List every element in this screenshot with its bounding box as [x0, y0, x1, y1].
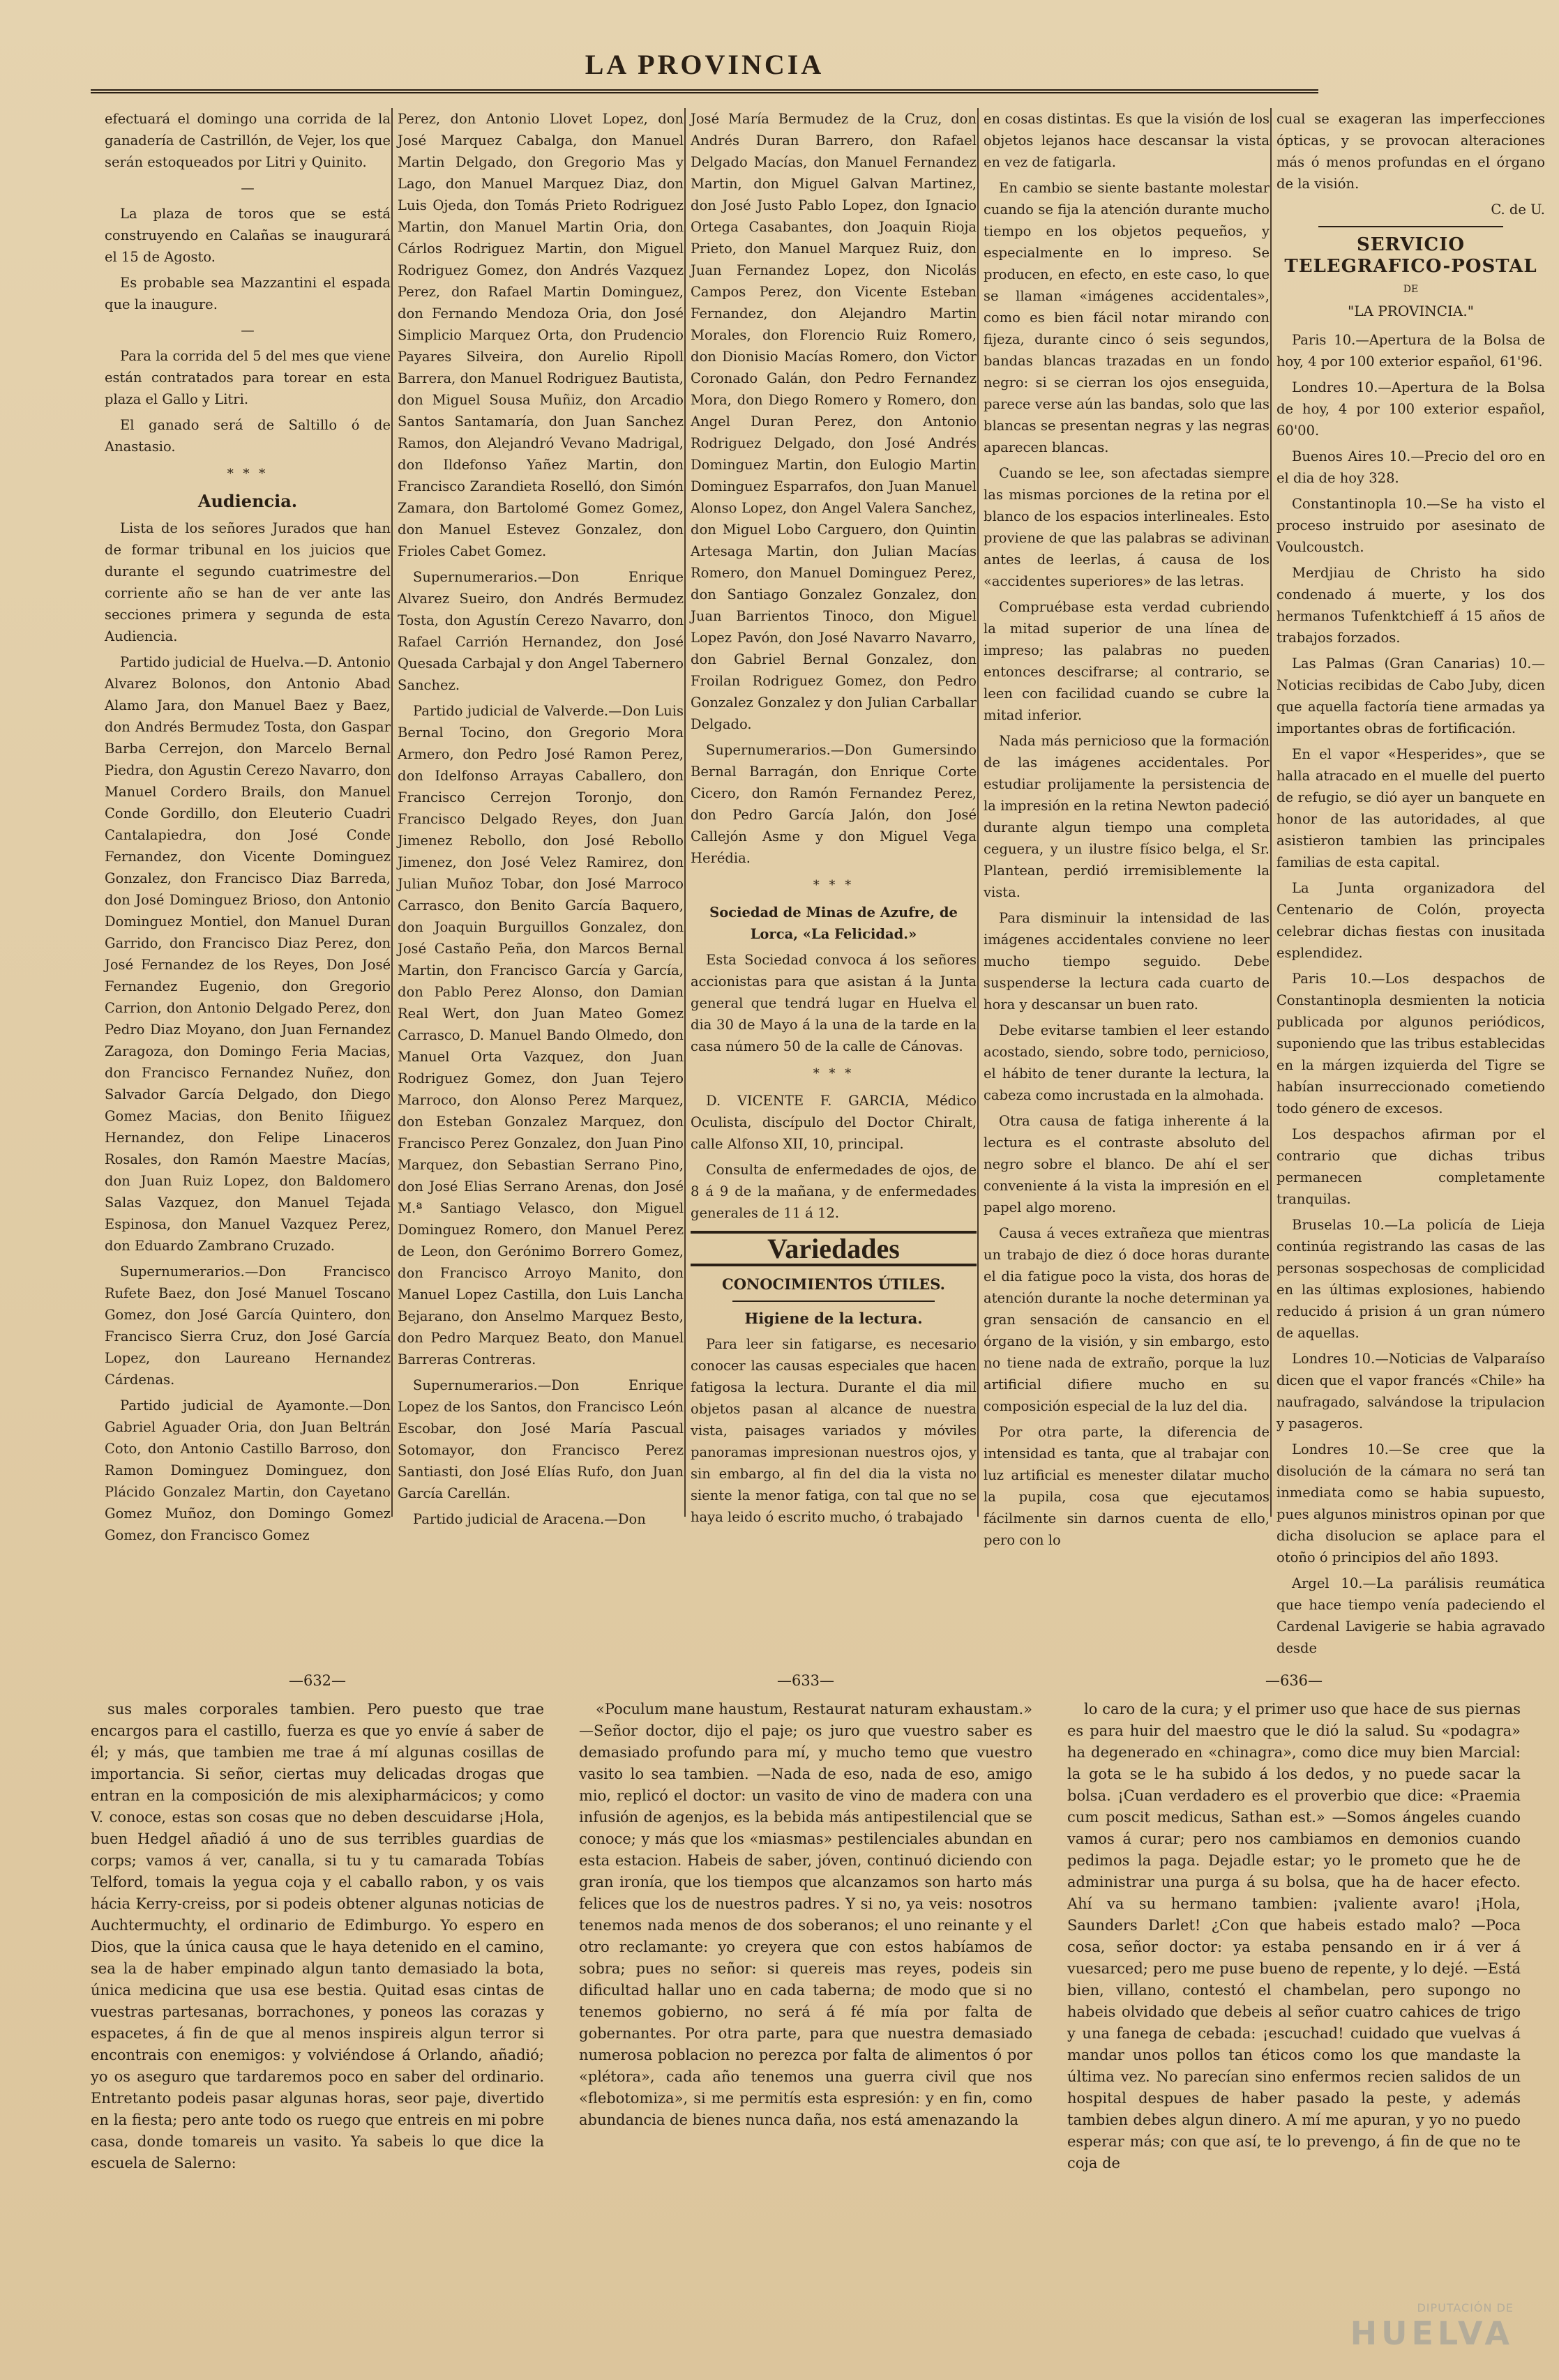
column-5 — [1276, 108, 1545, 1656]
divider — [1318, 226, 1503, 227]
paragraph: Perez, don Antonio Llovet Lopez, don José Marquez Cabalga, don Manuel Martin Delgado, don Gregorio Mas y Lago, don Manuel Marquez Diaz, don Luis Ojeda, don Tomás Prieto Rodriguez Martin, don Manuel Martin Oria, don Cárlos Rodriguez Martin, don Miguel Rodriguez Gomez, don Andrés Vazquez Perez, don Rafael Martin Dominguez, don Fernando Mendoza Oria, don José Simplicio Marquez Orta, don Prudencio Payares Silveira, don Aurelio Ripoll Barrera, don Manuel Rodriguez Bautista, don Miguel Sousa Muñiz, don Arcadio Santos Santamaría, don Juan Sanchez Ramos, don Alejandró Vevano Madrigal, don Ildefonso Yañez Martin, don Francisco Zarandieta Roselló, don Simón Zamara, don Bartolomé Gomez Gomez, don Manuel Estevez Gonzalez, don Frioles Cabet Gomez. — [398, 111, 684, 559]
archive-watermark — [1249, 2301, 1514, 2364]
serial-page-633 — [579, 1670, 1032, 2374]
paragraph: Para la corrida del 5 del mes que viene están contratados para torear en esta plaza el Gallo y Litri. — [105, 348, 391, 407]
column-rule — [1270, 108, 1272, 1517]
paragraph: Es probable sea Mazzantini el espada que la inaugure. — [105, 275, 391, 312]
signature: C. de U. — [1491, 202, 1545, 218]
separator: — — [241, 322, 255, 338]
paragraph: Supernumerarios.—Don Enrique Alvarez Sueiro, don Andrés Bermudez Tosta, don Agustín Cerezo Navarro, don Rafael Carrión Hernandez, don José Quesada Carbajal y don Angel Tabernero Sanchez. — [398, 569, 684, 693]
section-heading: Audiencia. — [197, 491, 298, 511]
paragraph: Nada más pernicioso que la formación de las imágenes accidentales. Por estudiar prolijamente la persistencia de la impresión en la retina Newton padeció durante algun tiempo una completa ceguera, y un ilustre físico belga, el Sr. Plantean, perdió irremisiblemente la vista. — [984, 733, 1270, 900]
watermark-line1: DIPUTACIÓN DE — [1417, 2301, 1514, 2314]
divider — [732, 1301, 935, 1302]
paragraph: Partido judicial de Ayamonte.—Don Gabriel Aguader Oria, don Juan Beltrán Coto, don Antonio Castillo Barroso, don Ramon Dominguez Dominguez, don Plácido Gonzalez Martin, don Cayetano Gomez Muñoz, don Domingo Gomez Gomez, don Francisco Gomez — [105, 1397, 391, 1543]
paragraph: Londres 10.—Apertura de la Bolsa de hoy, 4 por 100 exterior español, 60'00. — [1276, 379, 1545, 439]
serial-page-632 — [91, 1670, 544, 2374]
paragraph: Supernumerarios.—Don Enrique Lopez de los Santos, don Francisco León Escobar, don José María Pascual Sotomayor, don Francisco Perez Santiasti, don José Elías Rufo, don Juan García Carellán. — [398, 1377, 684, 1501]
paragraph: Constantinopla 10.—Se ha visto el proceso instruido por asesinato de Voulcoustch. — [1276, 496, 1545, 555]
article-title: Higiene de la lectura. — [744, 1310, 923, 1327]
paragraph: D. VICENTE F. GARCIA, Médico Oculista, discípulo del Doctor Chiralt, calle Alfonso XII, 10, principal. — [691, 1093, 977, 1152]
paragraph: Por otra parte, la diferencia de intensidad es tanta, que al trabajar con luz artificial es menester dilatar mucho la pupila, cosa que ejecutamos fácilmente sin darnos cuenta de ello, pero con lo — [984, 1424, 1270, 1548]
column-1 — [105, 108, 391, 1543]
paragraph: Paris 10.—Los despachos de Constantinopla desmienten la noticia publicada por algunos periódicos, suponiendo que las tribus establecidas en la márgen izquierda del Tigre se habían insurreccionado cometiendo todo género de excesos. — [1276, 971, 1545, 1116]
paragraph: Paris 10.—Apertura de la Bolsa de hoy, 4 por 100 exterior español, 61'96. — [1276, 332, 1545, 370]
column-4 — [984, 108, 1270, 1548]
paragraph: En el vapor «Hesperides», que se halla atracado en el muelle del puerto de refugio, se dió ayer un banquete en honor de las autoridades, al que asistieron tambien las principales familias de esta capital. — [1276, 746, 1545, 870]
paragraph: Supernumerarios.—Don Francisco Rufete Baez, don José Manuel Toscano Gomez, don José García Quintero, don Francisco Sierra Cruz, don José García Lopez, don Laureano Hernandez Cárdenas. — [105, 1264, 391, 1388]
paragraph: Londres 10.—Se cree que la disolución de la cámara no será tan inmediata como se habia supuesto, pues algunos ministros opinan por que dicha disolucion se aplace para el otoño ó principios del año 1893. — [1276, 1441, 1545, 1566]
paragraph: Londres 10.—Noticias de Valparaíso dicen que el vapor francés «Chile» ha naufragado, salvándose la tripulacion y pasageros. — [1276, 1351, 1545, 1432]
serial-text: lo caro de la cura; y el primer uso que hace de sus piernas es para huir del maestro que le dió la salud. Su «podagra» ha degenerado en «chinagra», como dice muy bien Marcial: la gota se le ha subido á los dedos, y no puede sacar la bolsa. ¡Cuan verdadero es el proverbio que dice: «Praemia cum poscit medicus, Sathan est.» —Somos ángeles cuando vamos á curar; pero nos cambiamos en demonios cuando pedimos la paga. Dejadle estar; yo le prometo que he de administrar una purga á su bolsa, que ha de hacer efecto. Ahí va su hermano tambien: ¡valiente avaro! ¡Hola, Saunders Darlet! ¿Con que habeis estado malo? —Poca cosa, señor doctor: ya estaba pensando en ir á ver á vuesarced; pero me puse bueno de repente, y lo dejé. —Está bien, villano, contestó el chambelan, pero supongo no habeis olvidado que debeis al señor cuatro cahices de trigo y una fanega de cebada: ¡escuchad! cuidado que vuelvas á mandar unos pollos tan éticos como los que mandaste la última vez. No parecían sino enfermos recien salidos de un hospital despues de haber pasado la peste, y además tambien debes algun dinero. A mí me apuran, y yo no puedo esperar más; con que así, te lo prevengo, á fin de que no te coja de — [1067, 1701, 1521, 2171]
newspaper-title: LA PROVINCIA — [585, 49, 824, 80]
paragraph: cual se exageran las imperfecciones ópticas, y se provocan alteraciones más ó menos profundas en el órgano de la visión. — [1276, 111, 1545, 192]
paragraph: Compruébase esta verdad cubriendo la mitad superior de una línea de impreso; las palabras no pueden entonces descifrarse; al contrario, se leen con facilidad cuando se cubre la mitad inferior. — [984, 599, 1270, 723]
telegraph-de: DE — [1403, 284, 1419, 295]
asterism: * * * — [227, 467, 269, 481]
notice-heading: Sociedad de Minas de Azufre, de Lorca, «La Felicidad.» — [709, 904, 958, 942]
paragraph: El ganado será de Saltillo ó de Anastasio. — [105, 417, 391, 455]
paragraph: Causa á veces extrañeza que mientras un trabajo de diez ó doce horas durante el dia fatigue poco la vista, dos horas de atención durante la noche determinan ya gran sensación de cansancio en el órgano de la visión, y sin embargo, esto no tiene nada de extraño, porque la luz artificial difiere mucho en su composición especial de la luz del dia. — [984, 1225, 1270, 1414]
asterism: * * * — [813, 878, 854, 893]
paragraph: Partido judicial de Aracena.—Don — [413, 1511, 646, 1527]
column-rule — [391, 108, 393, 1517]
telegraph-heading: SERVICIO TELEGRAFICO-POSTAL — [1284, 234, 1537, 277]
paragraph: Bruselas 10.—La policía de Lieja continúa registrando las casas de las personas sospechosas de complicidad en las últimas explosiones, habiendo reducido á prision á un gran número de aquellas. — [1276, 1217, 1545, 1341]
serial-text: «Poculum mane haustum, Restaurat naturam exhaustam.» —Señor doctor, dijo el paje; os juro que vuestro saber es demasiado profundo para mí, y mucho temo que vuestro vasito lo sea tambien. —Nada de eso, nada de eso, amigo mio, replicó el doctor: un vasito de vino de madera con una infusión de agenjos, es la bebida más antipestilencial que se conoce; y más que los «miasmas» pestilenciales abundan en esta estacion. Habeis de saber, jóven, continuó diciendo con gran ironía, que los tiempos que alcanzamos son harto más felices que los de nuestros padres. Y si no, ya veis: nosotros tenemos nada menos de dos soberanos; el uno reinante y el otro reclamante: yo creyera que con estos habíamos de sobra; pues no señor: si quereis mas reyes, podeis sin dificultad hallar uno en cada taberna; de modo que si no tenemos gobierno, no será á fé mía por falta de gobernantes. Por otra parte, para que nuestra demasiado numerosa poblacion no perezca por falta de alimentos ó por «plétora», cada año tenemos una guerra civil que nos «flebotomiza», si me permitís esta espresión: y en fin, como abundancia de bienes nunca daña, nos está amenazando la — [579, 1701, 1032, 2128]
paragraph: Las Palmas (Gran Canarias) 10.—Noticias recibidas de Cabo Juby, dicen que aquella factoría tiene armadas ya importantes obras de fortificación. — [1276, 655, 1545, 736]
paragraph: Debe evitarse tambien el leer estando acostado, siendo, sobre todo, pernicioso, el hábito de tener durante la lectura, la cabeza como incrustada en la almohada. — [984, 1022, 1270, 1103]
serial-page-636 — [1067, 1670, 1521, 2374]
paragraph: Cuando se lee, son afectadas siempre las mismas porciones de la retina por el blanco de los espacios interlineales. Esto proviene de que las palabras se adivinan antes de leerlas, á causa de los «accidentes superiores» de las letras. — [984, 465, 1270, 589]
paragraph: Consulta de enfermedades de ojos, de 8 á 9 de la mañana, y de enfermedades generales de 11 á 12. — [691, 1162, 977, 1221]
page-number: —632— — [288, 1672, 347, 1689]
paragraph: en cosas distintas. Es que la visión de los objetos lejanos hace descansar la vista en vez de fatigarla. — [984, 111, 1270, 170]
telegraph-subheading: "LA PROVINCIA." — [1348, 303, 1474, 319]
paragraph: Otra causa de fatiga inherente á la lectura es el contraste absoluto del negro sobre el blanco. De ahí el ser conveniente á la vista la impresión en el papel algo moreno. — [984, 1113, 1270, 1215]
paragraph: Para leer sin fatigarse, es necesario conocer las causas especiales que hacen fatigosa la lectura. Durante el dia mil objetos pasan al alcance de nuestra vista, paisages variados y móviles panoramas impresionan nuestros ojos, y sin embargo, al fin del dia la vista no siente la menor fatiga, con tal que no se haya leido ó escrito mucho, ó trabajado — [691, 1336, 977, 1525]
column-rule — [977, 108, 979, 1517]
subheading: CONOCIMIENTOS ÚTILES. — [722, 1275, 945, 1293]
paragraph: Para disminuir la intensidad de las imágenes accidentales conviene no leer mucho tiempo seguido. Debe suspenderse la lectura cada cuarto de hora y descansar un buen rato. — [984, 910, 1270, 1013]
paragraph: Los despachos afirman por el contrario que dichas tribus permanecen completamente tranquilas. — [1276, 1126, 1545, 1207]
paragraph: Argel 10.—La parálisis reumática que hace tiempo venía padeciendo el Cardenal Lavigerie se habia agravado desde — [1276, 1575, 1545, 1656]
column-2 — [398, 108, 684, 1527]
paragraph: La plaza de toros que se está construyendo en Calañas se inaugurará el 15 de Agosto. — [105, 206, 391, 265]
paragraph: Lista de los señores Jurados que han de formar tribunal en los juicios que durante el segundo cuatrimestre del corriente año se han de ver ante las secciones primera y segunda de esta Audiencia. — [105, 520, 391, 644]
variedades-heading: Variedades — [691, 1231, 977, 1266]
column-rule — [684, 108, 686, 1517]
paragraph: José María Bermudez de la Cruz, don Andrés Duran Barrero, don Rafael Delgado Macías, don Manuel Fernandez Martin, don Miguel Galvan Martinez, don José Justo Pablo Lopez, don Ignacio Ortega Casabantes, don Joaquin Rioja Prieto, don Manuel Marquez Ruiz, don Juan Fernandez Lopez, don Nicolás Campos Perez, don Vicente Esteban Fernandez, don Alejandro Martin Morales, don Florencio Ruiz Romero, don Dionisio Macías Romero, don Victor Coronado Galán, don Pedro Fernandez Mora, don Diego Romero y Romero, don Angel Duran Perez, don Antonio Rodriguez Delgado, don José Andrés Dominguez Martin, don Eulogio Martin Dominguez Esparrafos, don Juan Manuel Alonso Lopez, don Angel Valera Sanchez, don Miguel Lobo Carguero, don Quintin Artesaga Martin, don Julian Macías Romero, don Manuel Dominguez Perez, don Santiago Gonzalez Gonzalez, don Juan Barrientos Tinoco, don Miguel Lopez Pavón, don José Navarro Navarro, don Gabriel Bernal Gonzalez, don Froilan Rodriguez Gomez, don Pedro Gonzalez Gonzalez y don Julian Carballar Delgado. — [691, 111, 977, 732]
paragraph: Partido judicial de Valverde.—Don Luis Bernal Tocino, don Gregorio Mora Armero, don Pedro José Ramon Perez, don Idelfonso Arrayas Caballero, don Francisco Cerrejon Toronjo, don Francisco Delgado Reyes, don Juan Jimenez Rebollo, don José Rebollo Jimenez, don José Velez Ramirez, don Julian Muñoz Tobar, don José Marroco Carrasco, don Benito García Baquero, don Joaquin Burguillos Gonzalez, don José Castaño Peña, don Marcos Bernal Martin, don Francisco García y García, don Pablo Perez Alonso, don Damian Real Wert, don Juan Mateo Gomez Carrasco, D. Manuel Bando Olmedo, don Manuel Orta Vazquez, don Juan Rodriguez Gomez, don Juan Tejero Marroco, don Alonso Perez Marquez, don Esteban Gonzalez Marquez, don Francisco Perez Gonzalez, don Juan Pino Marquez, don Sebastian Serrano Pino, don José Elias Serrano Arenas, don José M.ª Santiago Velasco, don Miguel Dominguez Romero, don Manuel Perez de Leon, don Gerónimo Borrero Gomez, don Francisco Arroyo Manito, don Manuel Lopez Castilla, don Luis Lancha Bejarano, don Anselmo Marquez Besto, don Pedro Marquez Beato, don Manuel Barreras Contreras. — [398, 703, 684, 1367]
column-3 — [691, 108, 977, 1525]
page-number: —633— — [776, 1672, 835, 1689]
paragraph: En cambio se siente bastante molestar cuando se fija la atención durante mucho tiempo en los objetos pequeños, y especialmente en lo impreso. Se producen, en efecto, en este caso, lo que se llaman «imágenes accidentales», como es bien fácil notar mirando con fijeza, durante cinco ó seis segundos, bandas blancas trazadas en un fondo negro: si se cierran los ojos enseguida, parece verse aún las bandas, solo que las blancas se presentan negras y las negras aparecen blancas. — [984, 180, 1270, 455]
paragraph: Partido judicial de Huelva.—D. Antonio Alvarez Bolonos, don Antonio Abad Alamo Jara, don Manuel Baez y Baez, don Andrés Bermudez Tosta, don Gaspar Barba Cerrejon, don Marcelo Bernal Piedra, don Agustin Cerezo Navarro, don Manuel Cordero Brails, don Manuel Conde Gordillo, don Eleuterio Cuadri Cantalapiedra, don José Conde Fernandez, don Vicente Dominguez Gonzalez, don Francisco Diaz Barreda, don José Dominguez Brioso, don Antonio Dominguez Montiel, don Manuel Duran Garrido, don Francisco Diaz Perez, don José Fernandez de los Reyes, Don José Fernandez Eugenio, don Gregorio Carrion, don Antonio Delgado Perez, don Pedro Diaz Moyano, don Juan Fernandez Zaragoza, don Domingo Feria Macias, don Francisco Fernandez Nuñez, don Salvador García Delgado, don Diego Gomez Macias, don Benito Iñiguez Hernandez, don Felipe Linaceros Rosales, don Ramón Maestre Macías, don Juan Ruiz Lopez, don Baldomero Salas Vazquez, don Manuel Tejada Espinosa, don Manuel Vazquez Perez, don Eduardo Zambrano Cruzado. — [105, 654, 391, 1254]
page-number: —636— — [1265, 1672, 1323, 1689]
separator: — — [241, 180, 255, 196]
paragraph: Merdjiau de Christo ha sido condenado á muerte, y los dos hermanos Tufenktchieff á 15 años de trabajos forzados. — [1276, 565, 1545, 646]
asterism: * * * — [813, 1066, 854, 1081]
paragraph: Buenos Aires 10.—Precio del oro en el dia de hoy 328. — [1276, 448, 1545, 486]
masthead — [91, 40, 1318, 93]
watermark-line2: HUELVA — [1350, 2314, 1514, 2352]
serial-text: sus males corporales tambien. Pero puesto que trae encargos para el castillo, fuerza es que yo envíe á saber de él; y más, que tambien me trae á mí algunas cosillas de importancia. Si señor, ciertas muy delicadas drogas que entran en la composición de mis alexipharmácicos; y como V. conoce, estas son cosas que no deben descuidarse ¡Hola, buen Hedgel añadió á uno de sus terribles guardias de corps; vamos á ver, canalla, si tu y tu camarada Tobías Telford, tomais la yegua coja y el caballo rabon, y os vais hácia Kerry-creiss, por si podeis obtener algunas noticias de Auchtermuchty, el ordinario de Edimburgo. Yo espero en Dios, que la única causa que le haya detenido en el camino, sea la de haber empinado algun tanto demasiado la bota, única medicina que usa ese bestia. Quitad esas cintas de vuestras partesanas, borrachones, y poneos las corazas y espacetes, á fin de que al menos inspireis algun terror si encontrais con enemigos: y volviéndose á Orlando, añadió; yo os aseguro que tardaremos poco en saber del ordinario. Entretanto podeis pasar algunas horas, seor paje, divertido en la fiesta; pero ante todo os ruego que entreis en mi pobre casa, donde tomareis un vasito. Ya sabeis lo que dice la escuela de Salerno: — [91, 1701, 544, 2171]
paragraph: efectuará el domingo una corrida de la ganadería de Castrillón, de Vejer, los que serán estoqueados por Litri y Quinito. — [105, 111, 391, 170]
paragraph: Esta Sociedad convoca á los señores accionistas para que asistan á la Junta general que tendrá lugar en Huelva el dia 30 de Mayo á la una de la tarde en la casa número 50 de la calle de Cánovas. — [691, 952, 977, 1054]
paragraph: La Junta organizadora del Centenario de Colón, proyecta celebrar dichas fiestas con inusitada esplendidez. — [1276, 880, 1545, 961]
paragraph: Supernumerarios.—Don Gumersindo Bernal Barragán, don Enrique Corte Cicero, don Ramón Fernandez Perez, don Pedro García Jalón, don José Callejón Asme y don Miguel Vega Herédia. — [691, 742, 977, 866]
